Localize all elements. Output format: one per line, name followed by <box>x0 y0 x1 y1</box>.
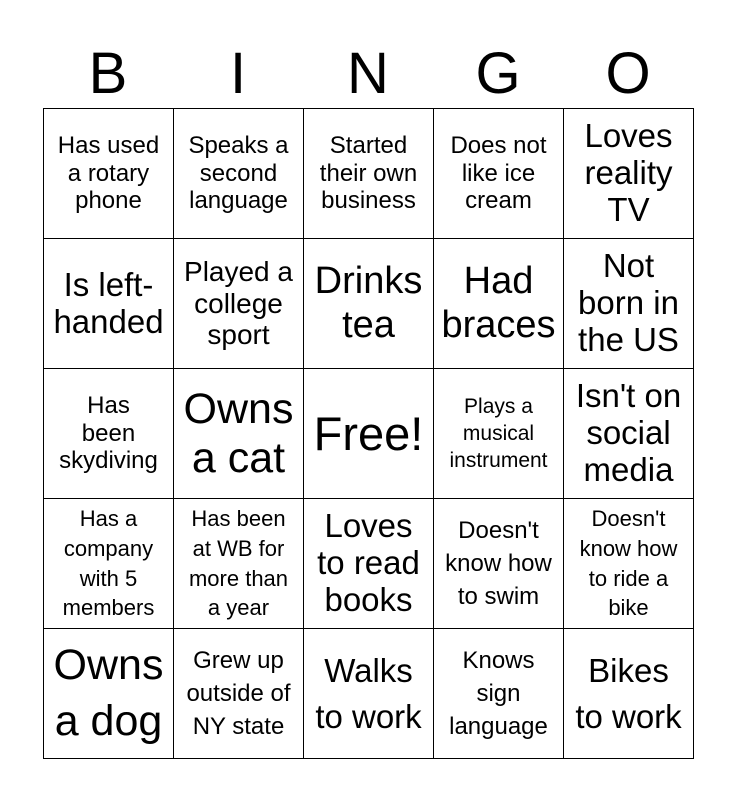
bingo-cell-r4-c4[interactable] <box>434 499 564 629</box>
bingo-cell-r2-c4[interactable] <box>434 239 564 369</box>
cell-label: Loves to read books <box>317 507 420 618</box>
cell-label: Has a company with 5 members <box>62 505 155 621</box>
bingo-cell-r4-c5[interactable] <box>564 499 694 629</box>
bingo-cell-r3-c3-free[interactable] <box>304 369 434 499</box>
cell-label: Has been at WB for more than a year <box>188 505 289 621</box>
cell-label: Is left- handed <box>53 265 164 340</box>
cell-label: Doesn't know how to ride a bike <box>579 505 678 621</box>
bingo-cell-r1-c1[interactable] <box>44 109 174 239</box>
bingo-cell-r3-c4[interactable] <box>434 369 564 499</box>
header-letter-i: I <box>229 41 247 106</box>
cell-label: Owns a dog <box>53 641 164 745</box>
cell-label: Owns a cat <box>183 385 294 482</box>
free-space-label: Free! <box>313 407 424 460</box>
cell-label: Drinks tea <box>314 259 423 346</box>
cell-label: Started their own business <box>319 131 418 215</box>
bingo-cell-r5-c3[interactable] <box>304 629 434 759</box>
cell-label: Isn't on social media <box>575 377 682 488</box>
bingo-cell-r2-c5[interactable] <box>564 239 694 369</box>
bingo-cell-r2-c2[interactable] <box>174 239 304 369</box>
bingo-board <box>43 108 694 759</box>
bingo-cell-r5-c2[interactable] <box>174 629 304 759</box>
bingo-cell-r2-c1[interactable] <box>44 239 174 369</box>
cell-label: Had braces <box>441 259 556 346</box>
bingo-cell-r1-c5[interactable] <box>564 109 694 239</box>
bingo-cell-r3-c1[interactable] <box>44 369 174 499</box>
header-letter-o: O <box>605 41 651 106</box>
bingo-cell-r1-c3[interactable] <box>304 109 434 239</box>
cell-label: Walks to work <box>315 651 422 735</box>
bingo-cell-r4-c2[interactable] <box>174 499 304 629</box>
cell-label: Bikes to work <box>575 651 682 735</box>
bingo-cell-r3-c2[interactable] <box>174 369 304 499</box>
cell-label: Has been skydiving <box>59 391 158 475</box>
cell-label: Has used a rotary phone <box>57 131 160 215</box>
header-letter-n: N <box>347 41 389 106</box>
bingo-cell-r5-c4[interactable] <box>434 629 564 759</box>
bingo-cell-r1-c2[interactable] <box>174 109 304 239</box>
cell-label: Not born in the US <box>578 247 679 358</box>
cell-label: Does not like ice cream <box>450 131 547 215</box>
bingo-cell-r2-c3[interactable] <box>304 239 434 369</box>
cell-label: Grew up outside of NY state <box>186 646 291 741</box>
bingo-header <box>43 40 693 108</box>
cell-label: Speaks a second language <box>188 131 289 215</box>
bingo-cell-r5-c5[interactable] <box>564 629 694 759</box>
header-letter-g: G <box>475 41 521 106</box>
header-letter-b: B <box>88 41 128 106</box>
bingo-cell-r4-c1[interactable] <box>44 499 174 629</box>
bingo-cell-r4-c3[interactable] <box>304 499 434 629</box>
cell-label: Plays a musical instrument <box>449 394 548 473</box>
bingo-cell-r1-c4[interactable] <box>434 109 564 239</box>
cell-label: Doesn't know how to swim <box>445 516 552 611</box>
bingo-cell-r3-c5[interactable] <box>564 369 694 499</box>
cell-label: Played a college sport <box>184 256 293 351</box>
cell-label: Knows sign language <box>449 646 548 741</box>
bingo-cell-r5-c1[interactable] <box>44 629 174 759</box>
cell-label: Loves reality TV <box>584 117 673 228</box>
